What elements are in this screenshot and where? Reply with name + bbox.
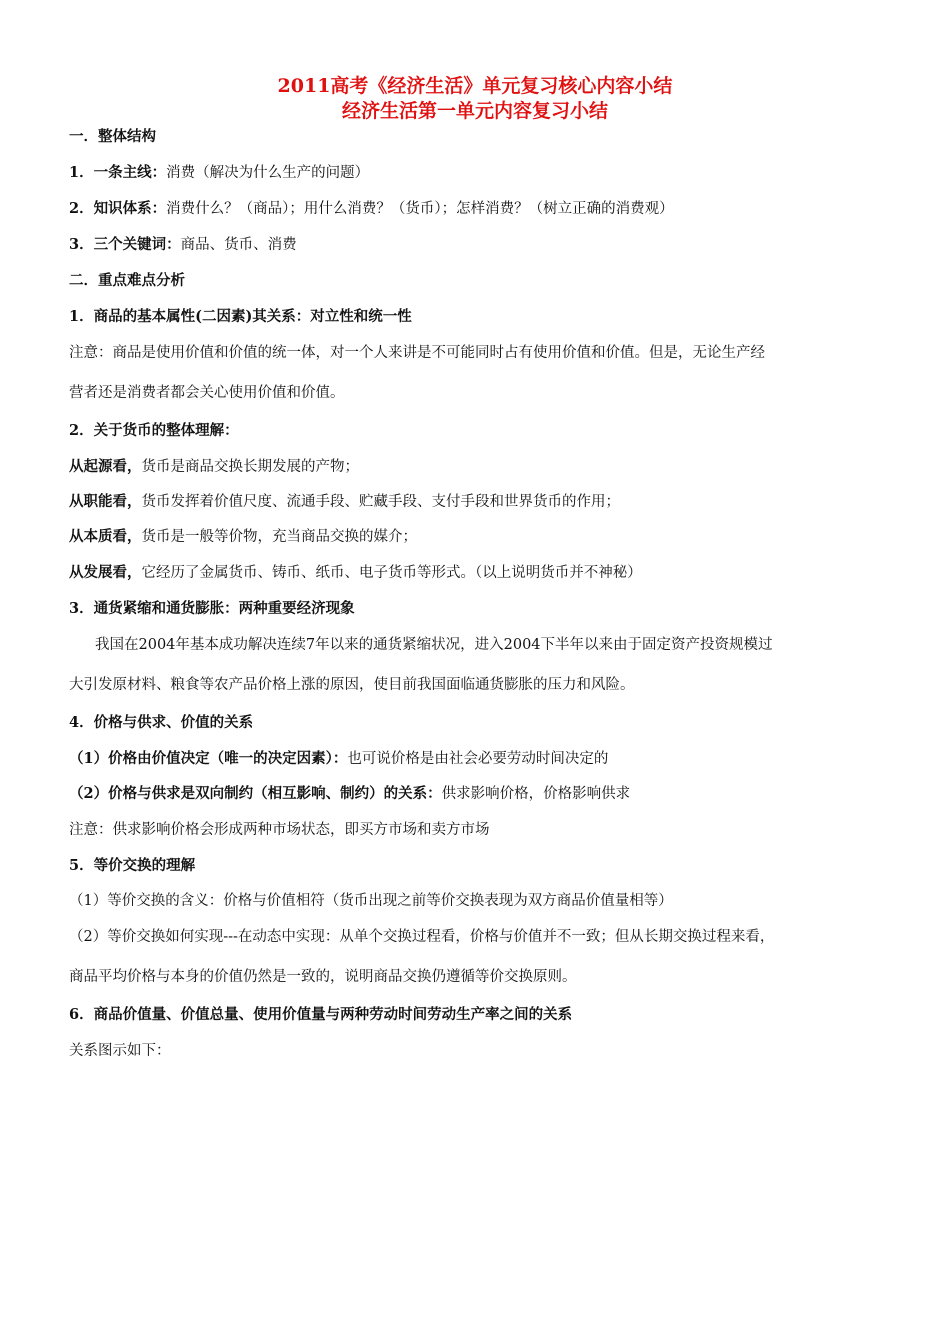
point-3-text-line-2: 大引发原材料、粮食等农产品价格上涨的原因，使目前我国面临通货膨胀的压力和风险。 xyxy=(69,677,635,693)
money-essence-line xyxy=(69,527,899,547)
line-text: 也可说价格是由社会必要劳动时间决定的 xyxy=(347,751,609,767)
line-label: 从起源看， xyxy=(69,458,142,475)
document-title: 2011高考《经济生活》单元复习核心内容小结 xyxy=(277,75,673,97)
line-text: 货币是商品交换长期发展的产物； xyxy=(141,459,359,475)
price-supply-line xyxy=(69,784,899,804)
structure-item-2 xyxy=(69,199,899,219)
section-heading-analysis: 二．重点难点分析 xyxy=(69,272,185,289)
relation-diagram-caption: 关系图示如下： xyxy=(69,1043,171,1059)
item-text: 消费什么？（商品）；用什么消费？（货币）；怎样消费？（树立正确的消费观） xyxy=(166,201,674,217)
section-heading-structure: 一．整体结构 xyxy=(69,128,156,145)
line-label: （2）价格与供求是双向制约（相互影响、制约）的关系： xyxy=(69,785,442,802)
price-value-line xyxy=(69,749,899,769)
money-development-line xyxy=(69,563,899,583)
item-label: 3．三个关键词： xyxy=(69,236,181,253)
line-text: 货币发挥着价值尺度、流通手段、贮藏手段、支付手段和世界货币的作用； xyxy=(141,494,620,510)
money-function-line xyxy=(69,492,899,512)
money-origin-line xyxy=(69,457,899,477)
point-6-heading: 6．商品价值量、价值总量、使用价值量与两种劳动时间劳动生产率之间的关系 xyxy=(69,1006,573,1023)
item-label: 1．一条主线： xyxy=(69,164,167,181)
structure-item-1 xyxy=(69,163,899,183)
line-text: 它经历了金属货币、铸币、纸币、电子货币等形式。（以上说明货币并不神秘） xyxy=(141,565,642,581)
line-label: （1）价格由价值决定（唯一的决定因素）： xyxy=(69,750,348,767)
equal-exchange-how-line-2: 商品平均价格与本身的价值仍然是一致的，说明商品交换仍遵循等价交换原则。 xyxy=(69,969,577,985)
point-3-heading: 3．通货紧缩和通货膨胀：两种重要经济现象 xyxy=(69,600,355,617)
line-label: 从发展看， xyxy=(69,564,142,581)
structure-item-3 xyxy=(69,235,899,255)
line-text: 货币是一般等价物，充当商品交换的媒介； xyxy=(141,529,417,545)
point-1-note-line-2: 营者还是消费者都会关心使用价值和价值。 xyxy=(69,385,345,401)
point-1-note-line-1: 注意：商品是使用价值和价值的统一体，对一个人来讲是不可能同时占有使用价值和价值。但是，无论生产经 xyxy=(69,345,765,361)
point-2-heading: 2．关于货币的整体理解： xyxy=(69,422,239,439)
line-text: 供求影响价格，价格影响供求 xyxy=(441,786,631,802)
point-4-heading: 4．价格与供求、价值的关系 xyxy=(69,714,254,731)
point-4-note: 注意：供求影响价格会形成两种市场状态，即买方市场和卖方市场 xyxy=(69,822,490,838)
point-3-text-line-1: 我国在2004年基本成功解决连续7年以来的通货紧缩状况，进入2004下半年以来由于固定资产投资规模过 xyxy=(95,637,773,653)
line-label: 从职能看， xyxy=(69,493,142,510)
document-subtitle: 经济生活第一单元内容复习小结 xyxy=(341,100,608,122)
point-5-heading: 5．等价交换的理解 xyxy=(69,857,196,874)
item-text: 消费（解决为什么生产的问题） xyxy=(166,165,370,181)
item-text: 商品、货币、消费 xyxy=(180,237,297,253)
point-1-heading: 1．商品的基本属性(二因素)其关系：对立性和统一性 xyxy=(69,308,412,325)
equal-exchange-how-line-1: （2）等价交换如何实现---在动态中实现：从单个交换过程看，价格与价值并不一致；但从长期交换过程来看， xyxy=(69,929,775,945)
item-label: 2．知识体系： xyxy=(69,200,167,217)
line-label: 从本质看， xyxy=(69,528,142,545)
equal-exchange-meaning: （1）等价交换的含义：价格与价值相符（货币出现之前等价交换表现为双方商品价值量相等） xyxy=(69,893,673,909)
